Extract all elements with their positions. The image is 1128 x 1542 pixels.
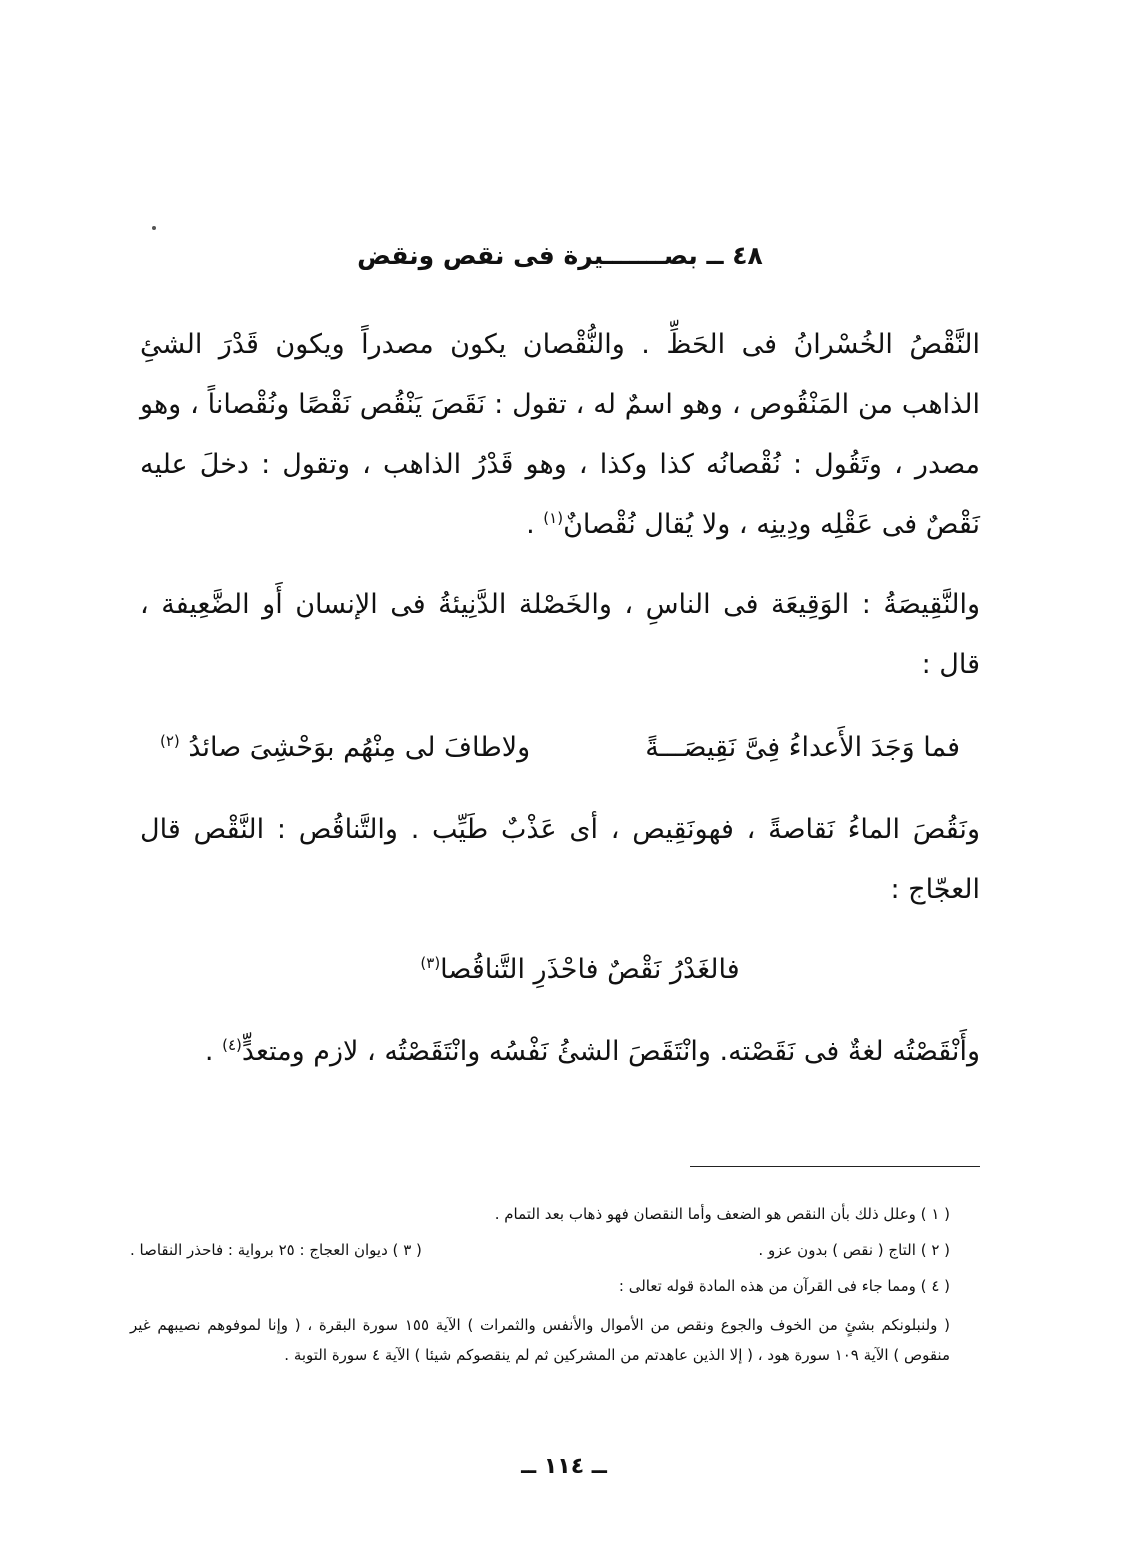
paragraph-end-mark: .: [204, 1036, 214, 1067]
verse-ajjaj-text: فالغَدْرُ نَقْصٌ فاحْذَرِ التَّناقُصا: [440, 954, 740, 985]
footnote-4-quote: ( ولنبلونكم بشئٍ من الخوف والجوع ونقص من الأموال والأنفس والثمرات ) الآية ١٥٥ سورة البقرة ، ( وإنا لموفوهم نصيبهم غير منقوص ) الآية ١٠٩ سورة هود ، ( إلا الذين عاهدتم من المشركين ثم لم ينقصوكم شيئا ) الآية ٤ سورة التوبة .: [130, 1316, 951, 1364]
verse-couplet: [160, 718, 980, 778]
footnote-ref-1: (١): [543, 509, 564, 527]
paragraph-naqs-definition: [140, 315, 980, 555]
section-heading: ٤٨ ــ بصـــــــيرة فى نقص ونقض: [357, 241, 763, 270]
paragraph-intiqas: [140, 1022, 980, 1082]
paragraph-naqisa: والنَّقِيصَةُ : الوَقِيعَة فى الناسِ ، والخَصْلة الدَّنِيئةُ فى الإنسان أَو الضَّعِيفة ، قال :: [140, 589, 980, 680]
footnote-row-2-3: [130, 1232, 950, 1268]
footnote-divider: [690, 1166, 980, 1167]
footnote-1: ( ١ ) وعلل ذلك بأن النقص هو الضعف وأما النقصان فهو ذهاب بعد التمام .: [494, 1205, 950, 1223]
footnotes-section: [130, 1196, 950, 1370]
paragraph-tanaqus: ونَقُصَ الماءُ نَقاصةً ، فهونَقِيص ، أى عَذْبٌ طَيِّب . والتَّناقُص : النَّقْص قال العجّاج :: [140, 814, 980, 905]
footnote-ref-2: (٢): [160, 732, 180, 750]
paragraph-text: وأَنْقَصْتُه لغةٌ فى نَقَصْته. وانْتَقَصَ الشئُ نَفْسُه وانْتَقَصْتُه ، لازم ومتعدٍّ: [241, 1036, 980, 1067]
verse-ajjaj: [300, 940, 860, 1000]
verse-second-hemistich-group: [160, 718, 530, 778]
verse-second-hemistich: ولاطافَ لى مِنْهُم بوَحْشِىَ صائدُ: [188, 732, 531, 763]
footnote-ref-4: (٤): [222, 1036, 242, 1054]
scan-speck: [152, 226, 156, 230]
footnote-ref-3: (٣): [420, 954, 441, 972]
footnote-2: ( ٢ ) التاج ( نقص ) بدون عزو .: [758, 1241, 950, 1259]
footnote-3: ( ٣ ) ديوان العجاج : ٢٥ برواية : فاحذر النقاصا .: [130, 1241, 422, 1259]
footnote-4: ( ٤ ) ومما جاء فى القرآن من هذه المادة قوله تعالى :: [618, 1277, 950, 1295]
verse-first-hemistich: فما وَجَدَ الأَعداءُ فِىَّ نَقِيصَـــةً: [645, 732, 960, 763]
paragraph-text: النَّقْصُ الخُسْرانُ فى الحَظِّ . والنُّقْصان يكون مصدراً ويكون قَدْرَ الشئِ الذاهب من المَنْقُوص ، وهو اسمٌ له ، تقول : نَقَصَ يَنْقُص نَقْصًا ونُقْصاناً ، وهو مصدر ، وتَقُول : نُقْصانُه كذا وكذا ، وهو قَدْرُ الذاهب ، وتقول : دخلَ عليه نَقْصٌ فى عَقْلِه ودِينِه ، ولا يُقال نُقْصانٌ: [140, 329, 980, 540]
page-number: ــ ١١٤ ــ: [521, 1454, 607, 1479]
paragraph-end-mark: .: [526, 509, 535, 540]
